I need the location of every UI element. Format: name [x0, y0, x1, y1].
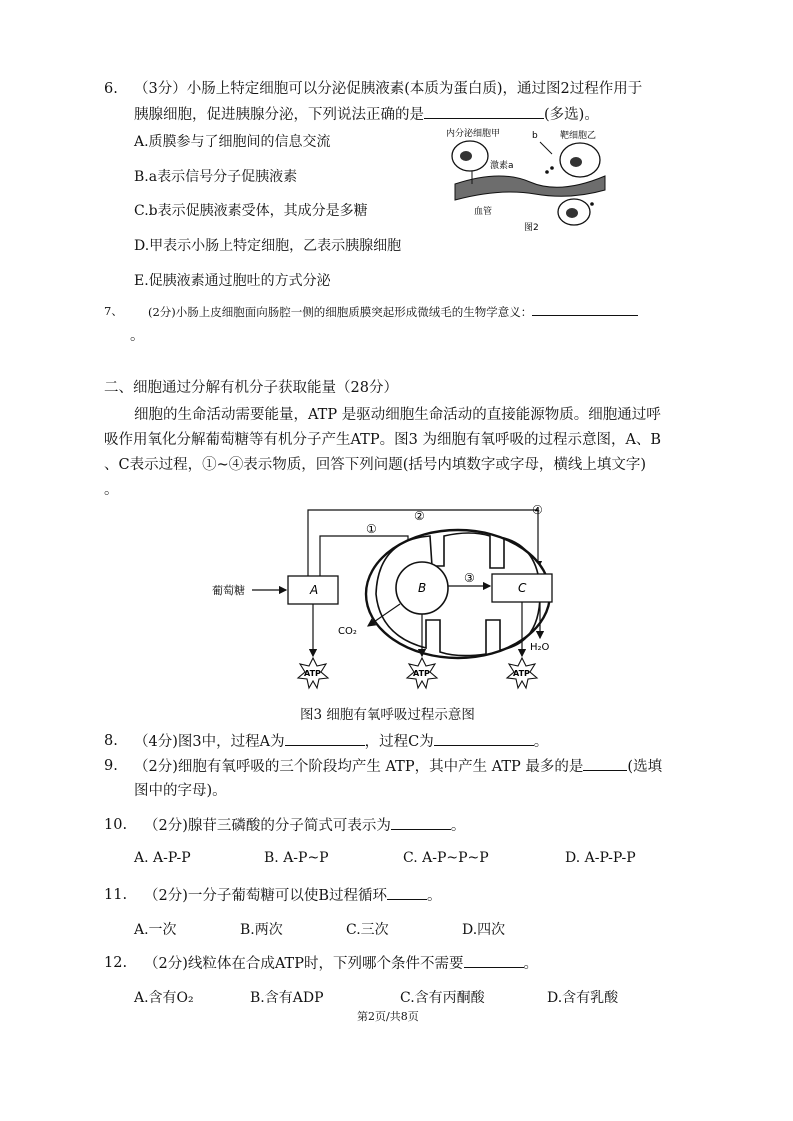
q8-blank-process-a[interactable]: [285, 731, 365, 746]
figure2-nucleus-c: [566, 208, 578, 218]
q6-option-e: E.促胰液素通过胞吐的方式分泌: [134, 273, 331, 289]
q7-stem-text: (2分)小肠上皮细胞面向肠腔一侧的细胞质膜突起形成微绒毛的生物学意义：: [148, 305, 533, 319]
q12-number: 12.: [104, 955, 128, 971]
q10-option-c: C. A-P~P~P: [403, 850, 489, 866]
q8-stem: [134, 731, 548, 752]
q12-stem-text: （2分)线粒体在合成ATP时，下列哪个条件不需要: [144, 956, 464, 972]
q9-number: 9.: [104, 758, 118, 774]
q8-number: 8.: [104, 733, 118, 749]
q9-stem-text: （2分)细胞有氧呼吸的三个阶段均产生 ATP，其中产生 ATP 最多的是: [134, 759, 584, 775]
q6-stem-line2-text: 胰腺细胞，促进胰腺分泌，下列说法正确的是: [134, 107, 424, 123]
q6-stem-line2-tail: (多选)。: [544, 107, 599, 123]
figure2-receptor-pointer: [540, 142, 552, 154]
q10-stem-tail: 。: [450, 818, 466, 834]
figure3-label-b: B: [418, 581, 427, 595]
figure3-label-h2o: H₂O: [530, 642, 550, 653]
q6-number: 6.: [104, 81, 118, 97]
q10-number: 10.: [104, 817, 128, 833]
q6-stem-line1: （3分）小肠上特定细胞可以分泌促胰液素(本质为蛋白质)，通过图2过程作用于: [134, 81, 643, 97]
figure3-label-2: ②: [414, 509, 425, 523]
q12-stem: [144, 953, 538, 974]
section2-para-line4: 。: [104, 482, 119, 498]
q11-stem-text: （2分)一分子葡萄糖可以使B过程循环: [144, 888, 388, 904]
section2-para-line3: 、C表示过程，①~④表示物质，回答下列问题(括号内填数字或字母，横线上填文字): [104, 457, 647, 473]
figure3-atp-burst-a: [298, 658, 328, 688]
q12-option-c: C.含有丙酮酸: [400, 990, 485, 1006]
figure3-atp-label: ATP: [304, 669, 321, 678]
figure3-label-3: ③: [464, 571, 475, 585]
q8-stem-text-c: 。: [533, 734, 549, 750]
figure2-label-cell-a: 内分泌细胞甲: [446, 129, 501, 139]
q7-stem: [148, 303, 638, 320]
q11-option-d: D.四次: [462, 922, 506, 938]
q10-option-a: A. A-P-P: [134, 850, 191, 866]
figure2-hormone-dot: [545, 170, 549, 174]
q6-stem-line2: [134, 104, 599, 125]
figure3-atp-label: ATP: [513, 669, 530, 678]
q8-stem-text-a: （4分)图3中，过程A为: [134, 734, 285, 750]
page-footer: 第2页/共8页: [357, 1010, 419, 1023]
q6-option-d: D.甲表示小肠上特定细胞，乙表示胰腺细胞: [134, 238, 402, 254]
section2-heading: 二、细胞通过分解有机分子获取能量（28分）: [104, 380, 398, 396]
q6-option-c: C.b表示促胰液素受体，其成分是多糖: [134, 203, 368, 219]
q12-answer-blank[interactable]: [464, 953, 524, 968]
q11-option-a: A.一次: [134, 922, 177, 938]
figure2-label-vessel: 血管: [474, 207, 493, 217]
q11-stem-tail: 。: [427, 888, 442, 904]
figure3-aerobic-respiration: [200, 496, 600, 696]
section2-para-line1: 细胞的生命活动需要能量，ATP 是驱动细胞生命活动的直接能源物质。细胞通过呼: [134, 407, 661, 423]
q11-number: 11.: [104, 887, 128, 903]
figure3-label-1: ①: [366, 522, 377, 536]
figure3-caption: 图3 细胞有氧呼吸过程示意图: [300, 707, 475, 723]
figure3-label-4: ④: [532, 503, 543, 517]
q11-answer-blank[interactable]: [387, 885, 427, 900]
figure2-label-cell-b: 靶细胞乙: [560, 131, 597, 141]
q9-answer-blank[interactable]: [583, 756, 627, 771]
figure3-atp-label: ATP: [413, 669, 430, 678]
figure2-blood-vessel: [455, 176, 605, 200]
q10-stem: [144, 815, 465, 836]
figure3-label-a: A: [310, 583, 319, 597]
q12-stem-tail: 。: [523, 956, 538, 972]
q10-answer-blank[interactable]: [391, 815, 451, 830]
q9-stem-line2: 图中的字母)。: [134, 783, 227, 799]
figure3-label-glucose: 葡萄糖: [212, 584, 245, 597]
q6-answer-blank[interactable]: [424, 104, 544, 119]
q12-option-b: B.含有ADP: [250, 990, 324, 1006]
figure2-hormone-dot: [550, 166, 554, 170]
q12-option-d: D.含有乳酸: [547, 990, 619, 1006]
q12-option-a: A.含有O₂: [134, 990, 194, 1006]
q6-option-a: A.质膜参与了细胞间的信息交流: [134, 134, 331, 150]
q7-answer-blank[interactable]: [532, 303, 638, 316]
section2-para-line2: 吸作用氧化分解葡萄糖等有机分子产生ATP。图3 为细胞有氧呼吸的过程示意图，A、B: [104, 432, 662, 448]
q10-option-b: B. A-P~P: [264, 850, 329, 866]
figure3-label-c: C: [518, 581, 527, 595]
q11-option-b: B.两次: [240, 922, 283, 938]
q6-option-b: B.a表示信号分子促胰液素: [134, 169, 298, 185]
figure2-nucleus-b: [570, 157, 582, 167]
q9-stem-line1: [134, 756, 662, 777]
q10-stem-text: （2分)腺苷三磷酸的分子简式可表示为: [144, 818, 391, 834]
figure2-label-hormone: 激素a: [490, 161, 514, 171]
q9-stem-tail: (选填: [627, 759, 663, 775]
figure3-label-co2: CO₂: [338, 626, 357, 637]
q10-option-d: D. A-P-P-P: [565, 850, 636, 866]
figure2-nucleus-a: [460, 151, 472, 161]
q7-number: 7、: [104, 304, 123, 318]
figure3-atp-burst-c: [507, 658, 537, 688]
figure2-caption: 图2: [524, 223, 539, 233]
figure2-label-b: b: [532, 131, 538, 141]
q11-stem: [144, 885, 442, 906]
figure2-hormone-dot: [590, 202, 594, 206]
figure2-hormone-signaling: [440, 124, 610, 234]
q8-blank-process-c[interactable]: [434, 731, 534, 746]
q11-option-c: C.三次: [346, 922, 389, 938]
q7-tail: 。: [130, 328, 145, 344]
q8-stem-text-b: ，过程C为: [364, 734, 434, 750]
figure3-atp-burst-b: [407, 658, 437, 688]
